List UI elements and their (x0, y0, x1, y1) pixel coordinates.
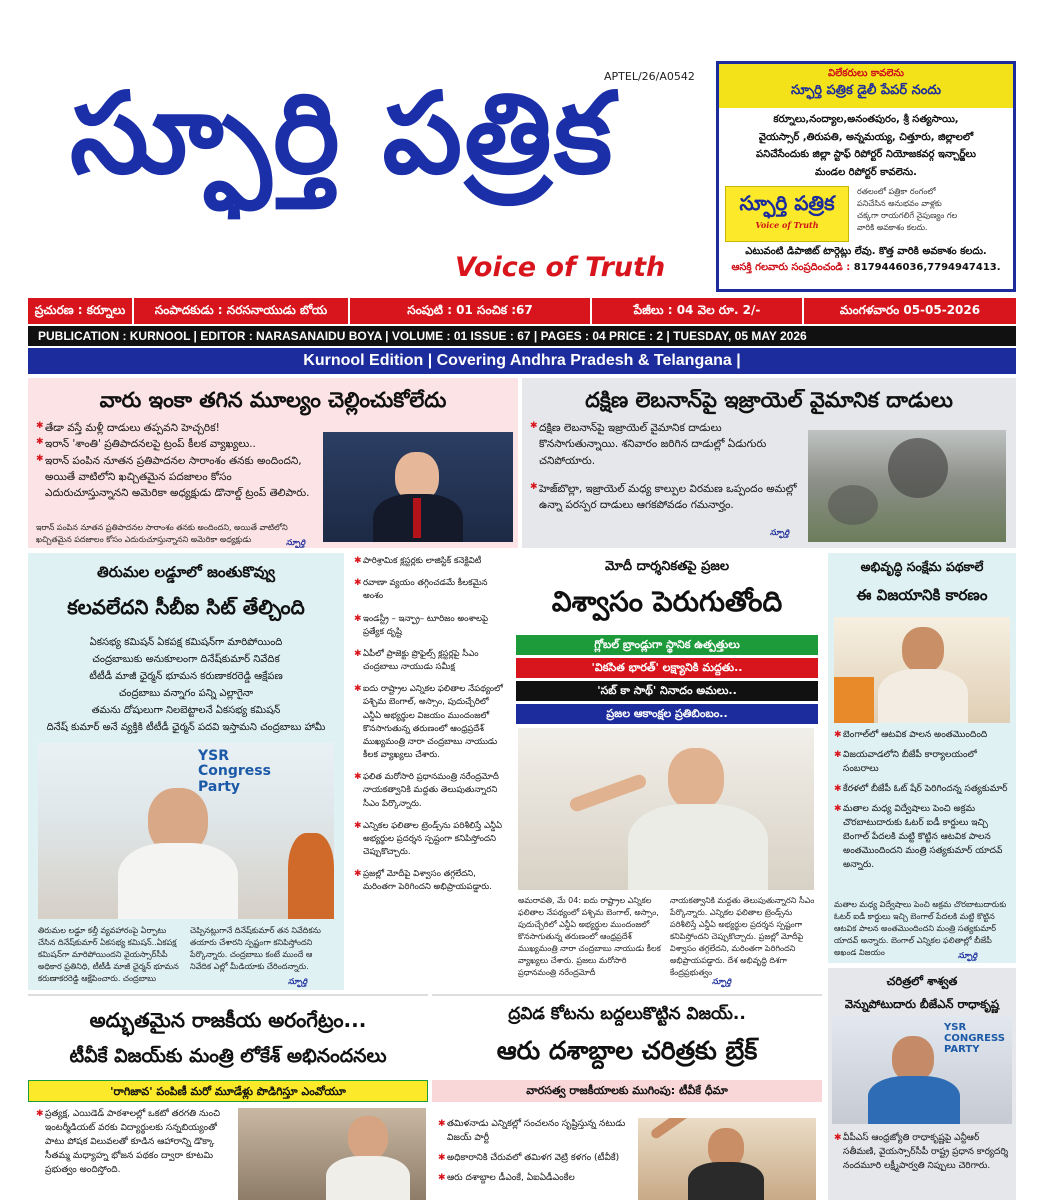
story-subheadline: ఆరు దశాబ్దాల చరిత్రకు బ్రేక్ (496, 1036, 758, 1065)
story-caption: అమరావతి, మే 04: ఐదు రాష్ట్రాల ఎన్నికల ఫలితాల నేపథ్యంలో పశ్చిమ బెంగాల్, అస్సాం, పుదుచ్చేరిలో ఎన్డీఏ అభ్యర్థుల ముందంజలో కొనసాగుతున్న తరుణంలో ఆంధ్రప్రదేశ్ ముఖ్యమంత్రి నారా చంద్రబాబు నాయుడు కీలక వ్యాఖ్యలు చేశారు. ప్రజలు మరోసారి ప్రధానమంత్రి నరేంద్రమోదీ (518, 896, 661, 977)
ad-body-line: మండల రిపోర్టర్ కావలెను. (815, 166, 917, 178)
story-trump (28, 378, 518, 548)
story-vijay (432, 994, 822, 1200)
story-caption: మతాల మధ్య విద్వేషాలు పెంచి అక్రమ చొరబాటుదారుకు ఓటర్ ఐడీ కార్డులు ఇచ్చి బెంగాల్ పేదలకి మట్టి కొట్టిన ఆటవిక పాలన అంతమొందిందని మంత్రి సత్యకుమార్ యాదవ్ అన్నారు. బెంగాల్ ఎన్నికల ఫలితాల్లో బీజేపీ అఖండ విజయం (834, 900, 1007, 957)
story-bullet: ✱ ప్రత్యక్ష, ఎయిడెడ్ పాఠశాలల్లో ఒకటో తరగతి నుంచి ఇంటర్మీడియట్ వరకు విద్యార్థులకు సన్నబియ్యంతో పాటు పోషక విలువలతో కూడిన ఆహారాన్ని డొక్కా సీతమ్మ మధ్యాహ్న భోజన పథకం ద్వారా కూటమి ప్రభుత్వం అందిస్తోంది. (36, 1108, 232, 1178)
highlight-strip: 'వికసిత భారత్' లక్ష్యానికి మద్దతు.. (516, 658, 818, 678)
ad-body (719, 108, 1013, 184)
press-meet-photo (38, 743, 334, 919)
story-headline: కలవలేదని సీబీఐ సిట్ తేల్చింది (67, 595, 305, 619)
story-cm-review (350, 553, 508, 990)
story-caption: నాయకత్వానికి మద్దతు తెలుపుతున్నారని సీఎం పేర్కొన్నారు. ఎన్నికల ఫలితాల ట్రెండ్స్‌ను పరిశీలిస్తే ఎన్డీఏ అభ్యర్థుల ప్రదర్శన స్పష్టంగా కనిపిస్తోందని చెప్పుకొచ్చారు. ప్రజల్లో మోదీపై విశ్వాసం తగ్గలేదని, మరింతగా పెరిగిందని అభిప్రాయపడ్డారు. దేశ అభివృద్ధి దిశగా కేంద్రప్రభుత్వం (670, 896, 815, 977)
story-bullet: ✱ ఇండస్ట్రీ – ఇన్ఫ్రా– టూరిజం అంశాలపై ప్రత్యేక దృష్టి (354, 613, 504, 639)
story-bullet: ✱ తమిళనాడు ఎన్నికల్లో సంచలనం సృష్టిస్తున్న నటుడు విజయ్ పార్టీ (438, 1118, 634, 1146)
story-line: తమను దోషులుగా నిలబెట్టాలనే ఏకసభ్య కమిషన్ (91, 705, 281, 716)
info-editor: సంపాదకుడు : నరసనాయుడు బోయ (134, 298, 348, 324)
story-lakshmiparvathi (828, 968, 1016, 1200)
story-bullet: ✱ ఆరు దశాబ్దాల డీఎంకే, ఏఐఏడీఎంకేల (438, 1172, 634, 1186)
story-line: చంద్రబాబుకు అనుకూలంగా దినేష్‌కుమార్ నివేదిక (92, 654, 280, 665)
info-publication: ప్రచురణ : కర్నూలు (28, 298, 132, 324)
story-caption: ఇరాన్ పంపిన నూతన ప్రతిపాదనల సారాంశం తనకు అందిందని, అయితే వాటిలోని ఖచ్చితమైన పదజాలం కోసం ఎదురుచూస్తున్నానని అమెరికా అధ్యక్షుడు (36, 523, 288, 544)
story-bullet: ✱ ఎన్నికల ఫలితాల ట్రెండ్స్‌ను పరిశీలిస్తే ఎన్డీఏ అభ్యర్థుల ప్రదర్శన స్పష్టంగా కనిపిస్తోందని చెప్పుకొచ్చారు. (354, 820, 504, 860)
photo-banner-text: Congress (198, 763, 271, 780)
story-byline: స్ఫూర్తి (288, 977, 308, 986)
story-bullet: ✱ ఫలిత మరోసారి ప్రధానమంత్రి నరేంద్రమోదీ నాయకత్వానికి మద్దతు తెలుపుతున్నారని సీఎం పేర్కొన్నారు. (354, 771, 504, 811)
ad-logo-sub: Voice of Truth (755, 220, 819, 230)
ad-contact-phone: 8179446036,7794947413. (853, 262, 1001, 273)
story-caption: చెప్పినట్లుగానే దినేష్‌కుమార్ తన నివేదికను తయారు చేశారని స్పష్టంగా కనిపిస్తోందని పేర్కొన్నారు. చంద్రబాబు కంటే ముందే ఆ నివేదిక ఎల్లో మీడియాకు చేరిందన్నారు. (190, 926, 321, 971)
lakshmiparvathi-photo (832, 1016, 1012, 1124)
photo-banner-text: PARTY (944, 1044, 980, 1055)
story-line: ఏకసభ్య కమిషన్ ఏకపక్ష కమిషన్‌గా మారిపోయింది (89, 637, 283, 648)
masthead-tagline: Voice of Truth (455, 252, 666, 283)
story-bullet: ✱ పారిశ్రామిక క్లస్టర్లకు లాజిస్టిక్ కనెక్టివిటీ (354, 555, 504, 568)
story-subheadline: టీవీకే విజయ్‌కు మంత్రి లోకేశ్ అభినందనలు (69, 1045, 387, 1067)
photo-banner-text: YSR (198, 748, 230, 764)
story-bullet: ✱ ఇరాన్ పంపిన నూతన ప్రతిపాదనల సారాంశం తనకు అందిందని, అయితే వాటిలోని ఖచ్చితమైన పదజాలం కోసం ఎదురుచూస్తున్నానని అమెరికా అధ్యక్షుడు డొనాల్డ్ ట్రంప్ తెలిపారు. (36, 453, 318, 502)
story-line: టీటీడీ మాజీ ఛైర్మన్ భూమన కరుణాకరరెడ్డి ఆక్షేపణ (89, 671, 283, 682)
story-byline: స్ఫూర్తి (712, 977, 732, 986)
story-bullet: ✱ ఏపీలో ప్రాజెక్టు ప్రొఫైల్స్ క్లస్టర్లపై సీఎం చంద్రబాబు నాయుడు సమీక్ష (354, 648, 504, 674)
story-lebanon (522, 378, 1016, 548)
ad-side-line: వారికి అవకాశం కలదు. (857, 223, 928, 232)
recruitment-ad (716, 61, 1016, 292)
story-bullet: ✱ ప్రజల్లో మోదీపై విశ్వాసం తగ్గలేదని, మరింతగా పెరిగిందని అభిప్రాయపడ్డారు. (354, 868, 504, 894)
ad-body-line: కర్నూలు,నంద్యాల,అనంతపురం, శ్రీ సత్యసాయి, (773, 114, 959, 125)
ad-side-line: పనిచేసిన అనుభవం వాళ్లకు (857, 199, 942, 208)
story-headline: దక్షిణ లెబనాన్‌పై ఇజ్రాయెల్ వైమానిక దాడులు (585, 388, 953, 412)
lokesh-photo (238, 1108, 426, 1200)
story-headline: అద్భుతమైన రాజకీయ అరంగేట్రం... (89, 1008, 367, 1032)
story-bullet: ✱ రవాణా వ్యయం తగ్గించడమే కీలకమైన అంశం (354, 577, 504, 603)
story-bullet: ✱ ఐదు రాష్ట్రాల ఎన్నికల ఫలితాల నేపథ్యంలో పశ్చిమ బెంగాల్, అస్సాం, పుదుచ్చేరిలో ఎన్డీఏ అభ్యర్థుల విజయం ముందంజలో కొనసాగుతున్న తరుణంలో ఆంధ్రప్రదేశ్ ముఖ్యమంత్రి నారా చంద్రబాబు నాయుడు కీలక వ్యాఖ్యలు చేశారు. (354, 683, 504, 762)
story-lokesh (28, 994, 428, 1200)
ad-side-line: రతలంలో పత్రికా రంగంలో (857, 187, 936, 196)
ad-top-label: విలేకరులు కావలెను (828, 68, 904, 79)
story-kicker: తిరుమల లడ్డూలో జంతుకొవ్వు (97, 563, 275, 581)
story-bullet: ✱ వీపీఎస్ ఆంధ్రజ్యోతి రాధాకృష్ణపై ఎన్టీఆర్ సతీమణి, వైయస్సార్‌సీపీ రాష్ట్ర ప్రధాన కార్యదర్శి నందమూరి లక్ష్మీపార్వతి నిప్పులు చెరిగారు. (834, 1132, 1012, 1174)
story-headline: విశ్వాసం పెరుగుతోంది (551, 585, 783, 618)
story-kicker: చరిత్రలో శాశ్వత (886, 974, 958, 988)
story-line: చంద్రబాబు వన్నాగం పన్ని ఎల్లాగైనా (118, 688, 254, 699)
highlight-strip: వారసత్వ రాజకీయాలకు ముగింపు: టీవీకే ధీమా (432, 1080, 822, 1102)
masthead-title: స్ఫూర్తి పత్రిక (70, 68, 615, 199)
story-kicker: అభివృద్ధి సంక్షేమ పథకాలే (860, 559, 984, 574)
story-bullet: ✱ బెంగాల్‌లో ఆటవిక పాలన అంతమొందింది (834, 729, 1012, 743)
story-caption: తిరుమల లడ్డూ కల్తీ వ్యవహారంపై ఏర్పాటు చేసిన దినేష్‌కుమార్ ఏకసభ్య కమిషన్..ఏకపక్ష కమిషన్‌గా మారిపోయిందని వైయస్సార్‌సీపీ అధికార ప్రతినిధి, టీటీడీ మాజీ ఛైర్మన్ భూమన కరుణాకరరెడ్డి ఆక్షేపించారు. చంద్రబాబు (38, 926, 179, 983)
photo-banner-text: CONGRESS (944, 1033, 1005, 1044)
highlight-strip: గ్లోబల్ బ్రాండ్లుగా స్థానిక ఉత్పత్తులు (516, 635, 818, 655)
edition-bar: Kurnool Edition | Covering Andhra Pradesh & Telangana | (28, 348, 1016, 374)
story-byline: స్ఫూర్తి (770, 528, 790, 537)
story-headline: వెన్నుపోటుదారు బీజేఎన్ రాధాకృష్ణ (844, 997, 1000, 1011)
ad-foot-line: ఎటువంటి డిపాజిట్ టార్గెట్లు లేవు. కొత్త వారికి అవకాశం కలదు. (745, 246, 987, 257)
story-bjp-victory (828, 553, 1016, 963)
naidu-photo (518, 728, 814, 890)
info-date: మంగళవారం 05-05-2026 (804, 298, 1016, 324)
story-tirumala (28, 553, 344, 990)
story-bullet: ✱ అధికారానికి చేరువలో తమిళగ వెట్రి కళగం (టీవీకే) (438, 1152, 634, 1166)
story-bullet: ✱ తేడా వస్తే మళ్లీ దాడులు తప్పవని హెచ్చరిక! (36, 420, 318, 436)
story-headline: వారు ఇంకా తగిన మూల్యం చెల్లించుకోలేదు (99, 388, 447, 412)
trump-photo (323, 432, 513, 542)
story-bullet: ✱ మతాల మధ్య విద్వేషాలు పెంచి అక్రమ చొరబాటుదారుకు ఓటర్ ఐడీ కార్డులు ఇచ్చి బెంగాల్ పేదలకి మట్టి కొట్టిన ఆటవిక పాలన అంతమొందిందని మంత్రి సత్యకుమార్ యాదవ్ అన్నారు. (834, 803, 1012, 873)
english-info-bar: PUBLICATION : KURNOOL | EDITOR : NARASANAIDU BOYA | VOLUME : 01 ISSUE : 67 | PAGES : 04 PRICE : 2 | TUESDAY, 05 MAY 2026 (28, 326, 1016, 346)
bjp-leader-photo (834, 617, 1010, 723)
ad-side-text (849, 186, 957, 242)
story-byline: స్ఫూర్తి (958, 951, 978, 960)
ad-logo-title: స్ఫూర్తి పత్రిక (739, 191, 835, 215)
highlight-strip: 'రాగిజావ' పంపిణీ మరో మూడేళ్లు పొడిగిస్తూ ఎంవోయూ (28, 1080, 428, 1102)
story-headline: ఈ విజయానికి కారణం (856, 586, 988, 604)
ad-body-line: పనిచేసేందుకు జిల్లా స్టాఫ్ రిపోర్టర్ నియోజకవర్గ ఇన్చార్జ్‌లు (756, 149, 976, 160)
vijay-photo (638, 1118, 816, 1200)
story-bullet: ✱ ఇరాన్ 'శాంతి' ప్రతిపాదనలపై ట్రంప్ కీలక వ్యాఖ్యలు.. (36, 436, 318, 452)
info-bar (28, 298, 1016, 324)
ad-headline: స్ఫూర్తి పత్రిక డైలీ పేపర్ నందు (790, 83, 942, 98)
photo-banner-text: YSR (944, 1022, 967, 1033)
ad-logo (725, 186, 849, 242)
highlight-strip: ప్రజల ఆకాంక్షల ప్రతిబింబం.. (516, 704, 818, 724)
ad-body-line: వైయస్సార్ ,తిరుపతి, అన్నమయ్య, చిత్తూరు, జిల్లాలలో (758, 131, 974, 143)
info-volume: సంపుటి : 01 సంచిక :67 (350, 298, 590, 324)
ad-side-line: చక్కగా రాయగలిగే నైపుణ్యం గల (857, 211, 958, 220)
ad-footer (719, 242, 1013, 278)
airstrike-photo (808, 430, 1006, 542)
info-pages: పేజీలు : 04 వెల రూ. 2/- (592, 298, 802, 324)
story-bullet: ✱ కేరళలో బీజేపీ ఓట్ షేర్ పెరిగిందన్న సత్యకుమార్ (834, 783, 1012, 797)
story-bullet: ✱ దక్షిణ లెబనాన్‌పై ఇజ్రాయెల్ వైమానిక దాడులు కొనసాగుతున్నాయి. శనివారం జరిగిన దాడుల్లో ఏడుగురు చనిపోయారు. (530, 420, 800, 469)
registration-number: APTEL/26/A0542 (604, 70, 695, 83)
story-byline: స్ఫూర్తి (286, 538, 306, 547)
story-line: దినేష్ కుమార్ అనే వ్యక్తికి టీటీడీ ఛైర్మన్ పదవి ఇస్తామని చంద్రబాబు హామీ (46, 722, 326, 733)
story-bullet: ✱ విజయవాడలోని బీజేపీ కార్యాలయంలో సంబరాలు (834, 749, 1012, 777)
story-kicker: మోదీ దార్శనికతపై ప్రజల (604, 559, 730, 574)
highlight-strip: 'సబ్ కా సాథ్' నినాదం అమలు.. (516, 681, 818, 701)
story-bullet: ✱ హెజ్‌బొల్లా, ఇజ్రాయెల్ మధ్య కాల్పుల విరమణ ఒప్పందం అమల్లో ఉన్నా పరస్పర దాడులు ఆగకపోవడం గమనార్హం. (530, 481, 800, 514)
photo-banner-text: Party (198, 778, 241, 795)
story-modi-vision (512, 553, 822, 990)
ad-contact-label: ఆసక్తి గలవారు సంప్రదించండి : (731, 262, 851, 273)
story-headline: ద్రవిడ కోటను బద్దలుకొట్టిన విజయ్.. (508, 1004, 746, 1024)
